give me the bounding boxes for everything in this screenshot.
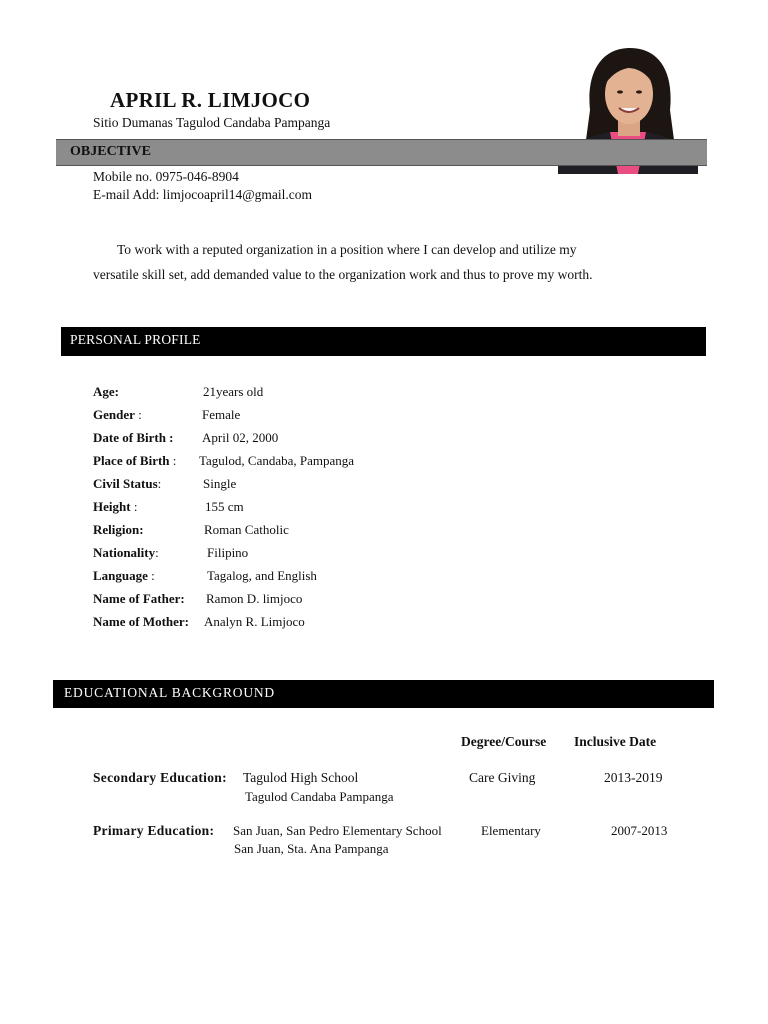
profile-field-separator: : xyxy=(169,453,177,468)
education-heading: EDUCATIONAL BACKGROUND xyxy=(64,685,275,700)
mobile-number: Mobile no. 0975-046-8904 xyxy=(93,169,239,184)
applicant-name: APRIL R. LIMJOCO xyxy=(110,88,311,112)
profile-field-label xyxy=(93,614,189,630)
profile-field-value: Roman Catholic xyxy=(204,522,289,537)
primary-school-location: San Juan, Sta. Ana Pampanga xyxy=(234,841,389,856)
secondary-education-label: Secondary Education: xyxy=(93,770,227,785)
profile-field-label-text: Civil Status xyxy=(93,476,158,491)
profile-field-separator: : xyxy=(155,545,159,560)
profile-field-value: Analyn R. Limjoco xyxy=(204,614,305,629)
profile-field-label-text: Nationality xyxy=(93,545,156,560)
profile-field-value: Filipino xyxy=(207,545,249,560)
profile-field-label xyxy=(93,522,144,538)
profile-field-label xyxy=(93,499,137,515)
profile-field-label xyxy=(93,568,155,584)
profile-field-label xyxy=(93,430,174,446)
secondary-school-name: Tagulod High School xyxy=(243,770,359,785)
profile-field-label-text: Name of Father: xyxy=(93,591,185,606)
profile-field-label-text: Place of Birth xyxy=(93,453,170,468)
profile-field-value: 155 cm xyxy=(205,499,244,514)
profile-field-value: Tagulod, Candaba, Pampanga xyxy=(199,453,355,468)
education-section-bar xyxy=(53,680,714,708)
primary-school-name: San Juan, San Pedro Elementary School xyxy=(233,823,442,838)
personal-profile-section-bar xyxy=(61,327,706,356)
objective-line-2: versatile skill set, add demanded value to the organization work and thus to prove my worth. xyxy=(93,267,593,282)
profile-field-label xyxy=(93,545,159,561)
profile-field-separator: : xyxy=(130,499,138,514)
secondary-degree: Care Giving xyxy=(469,770,536,785)
profile-field-value: Tagalog, and English xyxy=(207,568,317,583)
inclusive-date-column-header: Inclusive Date xyxy=(574,734,657,749)
profile-field-label-text: Height xyxy=(93,499,131,514)
profile-field-label-text: Gender xyxy=(93,407,135,422)
applicant-address: Sitio Dumanas Tagulod Candaba Pampanga xyxy=(93,115,331,130)
profile-field-separator: : xyxy=(157,476,162,491)
objective-line-1: To work with a reputed organization in a position where I can develop and utilize my xyxy=(117,242,577,257)
objective-text xyxy=(93,237,693,287)
primary-education-label: Primary Education: xyxy=(93,823,215,838)
profile-field-label xyxy=(93,453,176,469)
secondary-school-location: Tagulod Candaba Pampanga xyxy=(245,789,394,804)
profile-field-label xyxy=(93,476,161,492)
profile-field-value: 21years old xyxy=(203,384,264,399)
profile-field-label-text: Age: xyxy=(93,384,119,399)
profile-field-label xyxy=(93,384,119,400)
profile-field-value: April 02, 2000 xyxy=(202,430,279,445)
profile-field-label xyxy=(93,407,142,423)
profile-field-label-text: Language xyxy=(93,568,148,583)
email-address: E-mail Add: limjocoapril14@gmail.com xyxy=(93,187,313,202)
profile-field-value: Ramon D. limjoco xyxy=(206,591,303,606)
profile-field-value: Single xyxy=(203,476,237,491)
primary-degree: Elementary xyxy=(481,823,541,838)
profile-field-label xyxy=(93,591,185,607)
objective-heading: OBJECTIVE xyxy=(70,144,151,159)
profile-field-separator: : xyxy=(134,407,142,422)
profile-field-label-text: Name of Mother: xyxy=(93,614,190,629)
degree-course-column-header: Degree/Course xyxy=(461,734,547,749)
secondary-dates: 2013-2019 xyxy=(604,770,663,785)
profile-field-label-text: Date of Birth : xyxy=(93,430,174,445)
objective-section-bar xyxy=(56,139,707,166)
profile-field-label-text: Religion: xyxy=(93,522,144,537)
primary-dates: 2007-2013 xyxy=(611,823,668,838)
profile-field-value: Female xyxy=(202,407,241,422)
profile-field-separator: : xyxy=(147,568,155,583)
personal-profile-heading: PERSONAL PROFILE xyxy=(70,332,201,347)
